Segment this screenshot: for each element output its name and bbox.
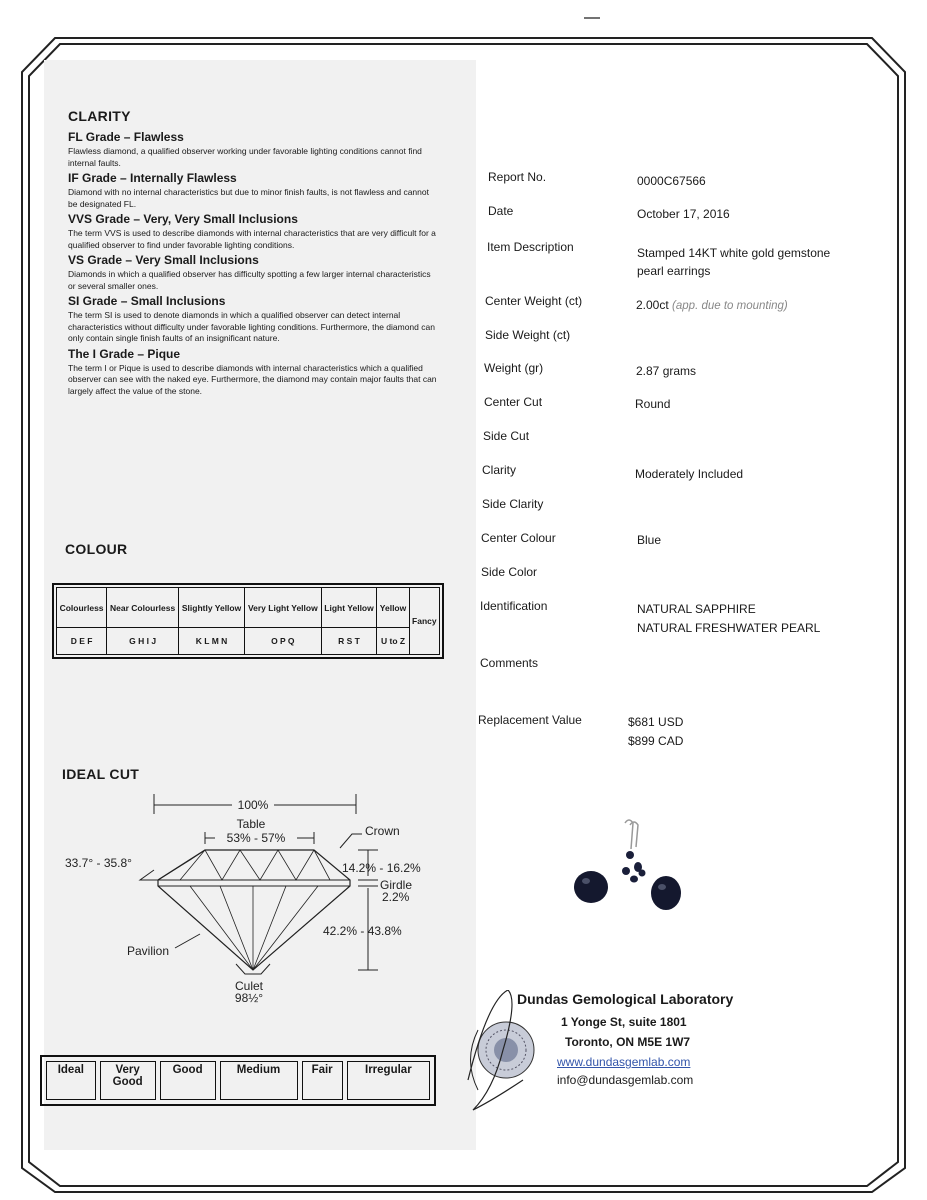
colour-col-name: Near Colourless [107,588,179,628]
colour-col-name: Colourless [57,588,107,628]
lab-name: Dundas Gemological Laboratory [517,991,734,1007]
clarity-grade-if [68,171,438,210]
center-weight-note: (app. due to mounting) [672,300,788,312]
field-label-center-cut: Center Cut [484,395,543,409]
field-label-side-clarity: Side Clarity [482,497,544,511]
clarity-section [68,108,438,398]
field-label-comments: Comments [480,656,539,670]
field-label-replacement-value: Replacement Value [478,713,582,727]
field-value-report-no: 0000C67566 [637,174,706,188]
colour-col-name: Yellow [377,588,409,628]
culet-angle-label: 98½° [234,991,264,1005]
colour-col-grades: D E F [57,628,107,655]
grade-title: The I Grade – Pique [68,346,181,361]
field-label-date: Date [488,204,514,218]
cut-grade-cell: Good [160,1061,216,1100]
field-value-replacement-cad: $899 CAD [628,734,684,748]
grade-title: FL Grade – Flawless [68,130,184,144]
field-value-replacement-usd: $681 USD [628,715,684,729]
field-label-center-weight: Center Weight (ct) [485,294,583,308]
colour-col-grades: O P Q [245,628,322,655]
grade-description: Diamonds in which a qualified observer has difficulty spotting a few larger internal characteristics or several smaller ones. [68,269,431,291]
grade-description: Diamond with no internal characteristics but due to minor finish faults, is not flawless and cannot be designated FL. [68,187,429,209]
clarity-grade-fl [68,130,438,169]
field-label-identification: Identification [480,599,548,613]
colour-col-name: Light Yellow [321,588,377,628]
lab-email[interactable]: info@dundasgemlab.com [557,1073,694,1087]
field-label-center-colour: Center Colour [481,531,556,545]
table-range-label: 53% - 57% [226,831,286,845]
lab-address-line2: Toronto, ON M5E 1W7 [565,1035,691,1049]
girdle-pct-label: 2.2% [382,890,410,904]
field-value-weight: 2.87 grams [636,364,697,378]
colour-scale-table [52,583,444,659]
grade-title: VS Grade – Very Small Inclusions [68,253,259,267]
ideal-cut-heading: IDEAL CUT [62,766,140,782]
cut-grade-cell: Medium [220,1061,298,1100]
field-value-clarity: Moderately Included [635,467,744,481]
grade-title: SI Grade – Small Inclusions [68,294,226,308]
field-value-center-weight [636,298,788,312]
pavilion-depth-label: 42.2% - 43.8% [323,924,402,938]
clarity-grade-vs [68,253,438,292]
girdle-label: Girdle [380,878,413,892]
colour-col-name: Slightly Yellow [179,588,245,628]
field-label-side-color: Side Color [481,565,538,579]
grade-title: VVS Grade – Very, Very Small Inclusions [68,212,298,226]
clarity-grade-si [68,294,438,345]
pavilion-label: Pavilion [127,944,170,958]
cut-grade-cell: Very Good [100,1061,156,1100]
grade-title: IF Grade – Internally Flawless [68,171,237,185]
diamond-proportions-diagram [60,788,440,1010]
grade-description: The term I or Pique is used to describe diamonds with internal characteristics which a qualified observer can see with the naked eye. Furthermore, the diamond may contain major faults that can largely affect the value of the stone. [68,362,437,396]
table-label: Table [236,817,266,831]
field-label-clarity: Clarity [482,463,517,477]
field-value-date: October 17, 2016 [637,207,730,221]
field-value-center-cut: Round [635,397,671,411]
culet-label: Culet [234,979,264,993]
grade-description: The term SI is used to denote diamonds in which a qualified observer can detect internal characteristics without difficulty under favorable lighting conditions. Furthermore, the diamond can only contain single finish faults of an insignificant nature. [68,310,435,343]
crown-label: Crown [365,824,400,838]
colour-heading: COLOUR [65,541,128,557]
colour-col-name: Very Light Yellow [245,588,322,628]
field-label-item-description: Item Description [487,240,574,254]
clarity-grade-i [68,347,438,398]
cut-grade-table [40,1055,436,1106]
colour-col-grades: R S T [321,628,377,655]
field-label-side-cut: Side Cut [483,429,530,443]
colour-col-grades: K L M N [179,628,245,655]
grade-description: Flawless diamond, a qualified observer working under favorable lighting conditions cannot find internal faults. [68,146,422,168]
earrings-photo [570,815,690,915]
colour-col-grades: U to Z [377,628,409,655]
cut-grade-cell: Irregular [347,1061,430,1100]
grade-description: The term VVS is used to describe diamonds with internal characteristics that are very difficult for a qualified observer to find under favorable lighting conditions. [68,228,436,250]
field-label-report-no: Report No. [488,170,547,184]
field-value-identification-1: NATURAL SAPPHIRE [637,602,756,616]
field-value-center-colour: Blue [637,533,662,547]
clarity-grade-vvs [68,212,438,251]
width-pct-label: 100% [237,798,269,812]
cut-grade-cell: Fair [302,1061,343,1100]
lab-address-line1: 1 Yonge St, suite 1801 [561,1015,687,1029]
field-label-weight: Weight (gr) [484,361,544,375]
colour-col-grades: G H I J [107,628,179,655]
colour-col-name: Fancy [409,588,439,655]
clarity-heading: CLARITY [68,108,131,124]
cut-grade-cell: Ideal [46,1061,96,1100]
crown-angle-label: 33.7° - 35.8° [65,856,132,870]
field-value-item-description: Stamped 14KT white gold gemstone pearl earrings [637,246,831,278]
hologram-seal [458,990,548,1120]
lab-website-link[interactable]: www.dundasgemlab.com [557,1055,691,1069]
crown-height-label: 14.2% - 16.2% [342,861,421,875]
center-weight-value: 2.00ct [636,298,669,312]
field-label-side-weight: Side Weight (ct) [485,328,571,342]
field-value-identification-2: NATURAL FRESHWATER PEARL [637,621,821,635]
